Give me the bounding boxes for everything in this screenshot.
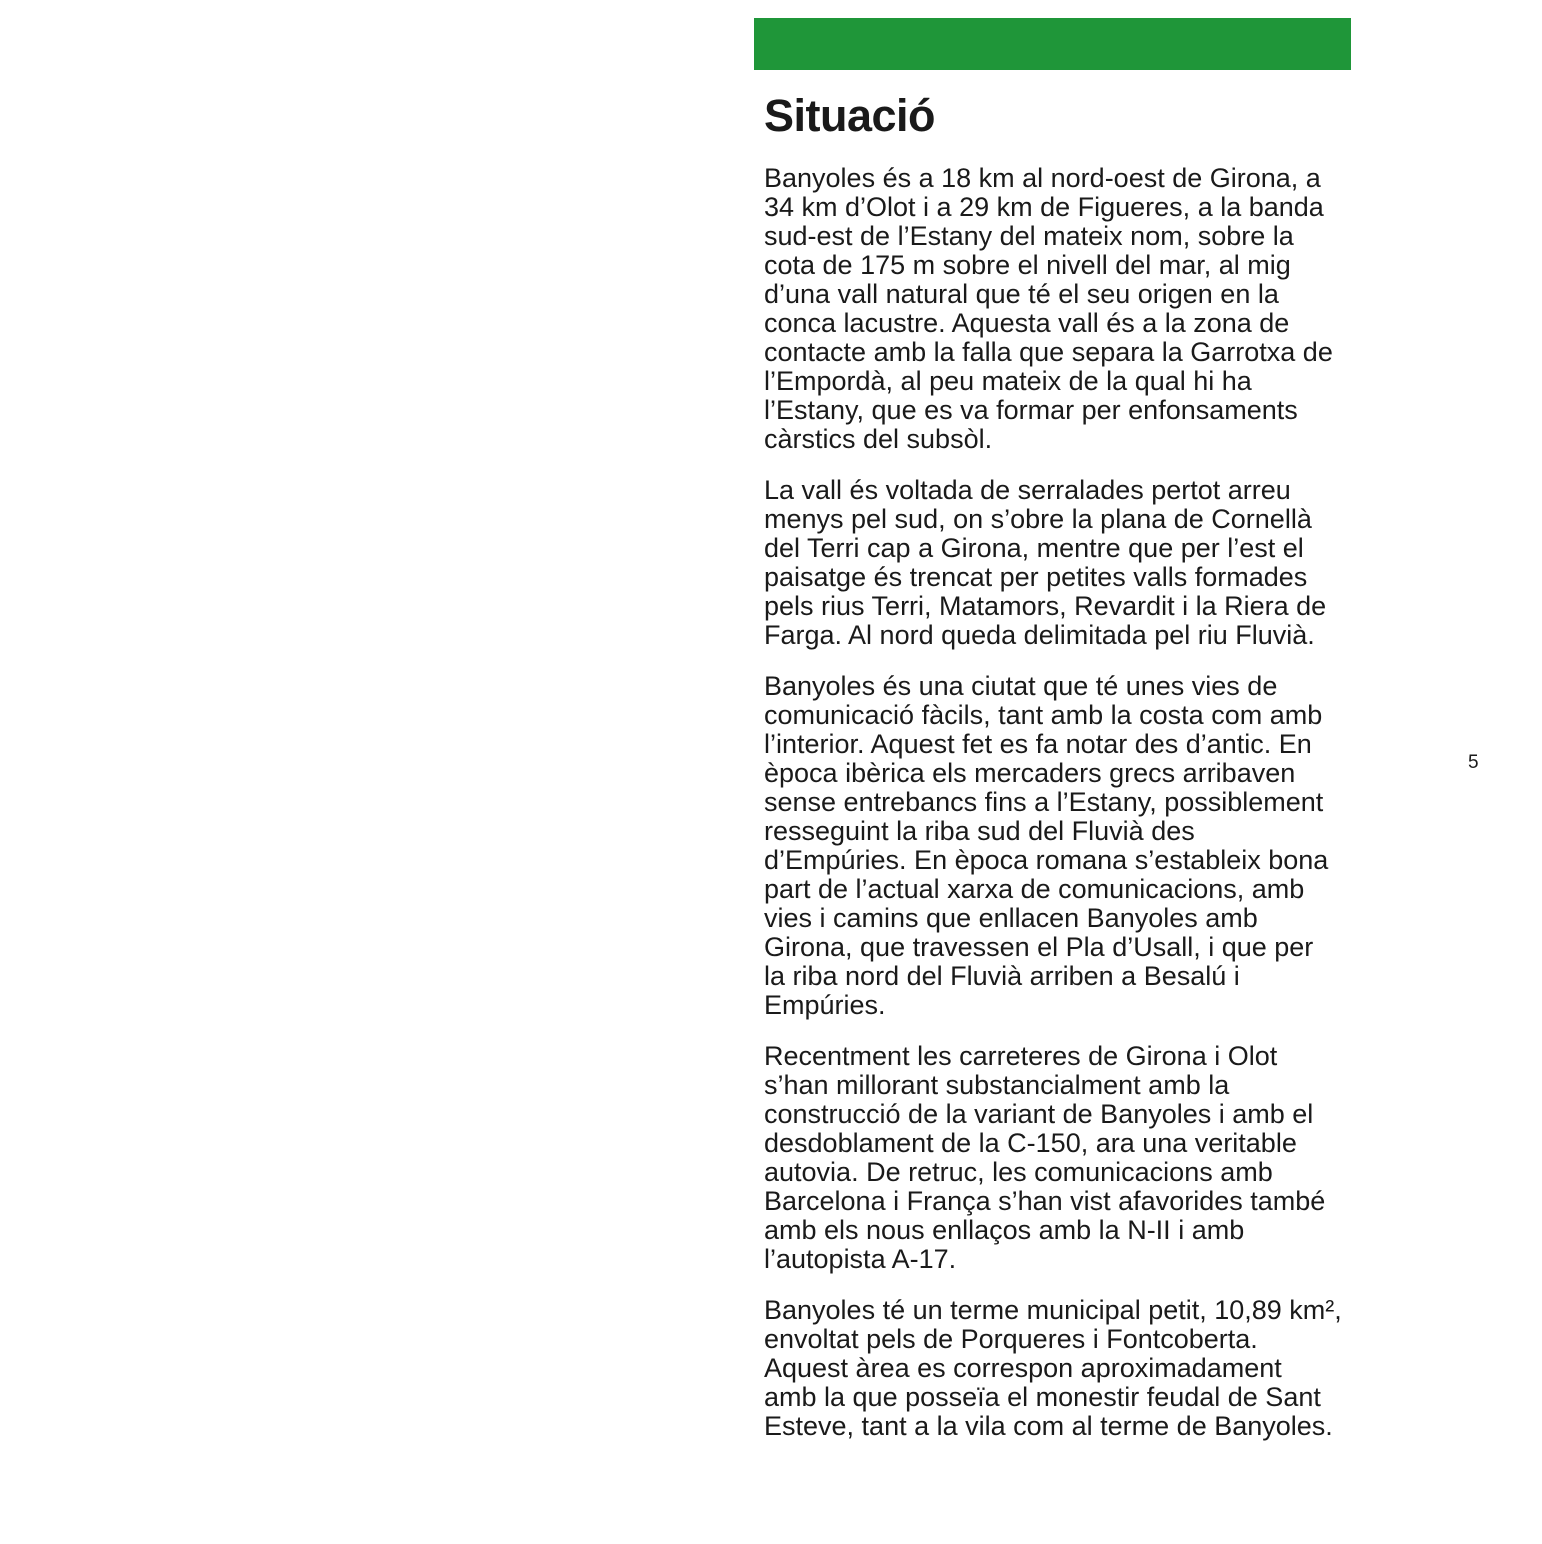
text-line: pels rius Terri, Matamors, Revardit i la Riera de [764,591,1327,621]
text-line: Banyoles és a 18 km al nord-oest de Girona, a [764,163,1321,193]
text-line: 34 km d’Olot i a 29 km de Figueres, a la banda [764,192,1324,222]
text-line: envoltat pels de Porqueres i Fontcoberta. [764,1324,1258,1354]
text-line: Recentment les carreteres de Girona i Olot [764,1041,1278,1071]
paragraph-municipality [764,1296,1364,1441]
text-line: sense entrebancs fins a l’Estany, possiblement [764,787,1324,817]
text-line: la riba nord del Fluvià arriben a Besalú i [764,961,1240,991]
text-line: del Terri cap a Girona, mentre que per l’est el [764,533,1304,563]
text-line: l’Estany, que es va formar per enfonsaments [764,395,1298,425]
text-line: Aquest àrea es correspon aproximadament [764,1353,1282,1383]
text-line: menys pel sud, on s’obre la plana de Cornellà [764,504,1312,534]
text-line: sud-est de l’Estany del mateix nom, sobre la [764,221,1294,251]
text-line: època ibèrica els mercaders grecs arribaven [764,758,1296,788]
text-line: resseguint la riba sud del Fluvià des [764,816,1195,846]
header-accent-bar [754,18,1351,70]
text-line: contacte amb la falla que separa la Garrotxa de [764,337,1333,367]
page-number: 5 [1468,752,1479,773]
text-line: part de l’actual xarxa de comunicacions, amb [764,874,1305,904]
text-line: cota de 175 m sobre el nivell del mar, al mig [764,250,1291,280]
text-line: l’Empordà, al peu mateix de la qual hi ha [764,366,1252,396]
text-line: d’Empúries. En època romana s’estableix bona [764,845,1329,875]
text-line: desdoblament de la C-150, ara una veritable [764,1128,1297,1158]
text-line: amb els nous enllaços amb la N-II i amb [764,1215,1245,1245]
text-line: paisatge és trencat per petites valls formades [764,562,1308,592]
text-line: d’una vall natural que té el seu origen en la [764,279,1279,309]
paragraph-location [764,164,1364,454]
text-line: Farga. Al nord queda delimitada pel riu Fluvià. [764,620,1315,650]
text-line: s’han millorant substancialment amb la [764,1070,1230,1100]
text-line: La vall és voltada de serralades pertot arreu [764,475,1291,505]
text-line: Girona, que travessen el Pla d’Usall, i que per [764,932,1314,962]
text-line: l’autopista A-17. [764,1244,957,1274]
text-line: Banyoles és una ciutat que té unes vies de [764,671,1278,701]
text-line: vies i camins que enllacen Banyoles amb [764,903,1258,933]
text-line: Esteve, tant a la vila com al terme de Banyoles. [764,1411,1333,1441]
text-line: amb la que posseïa el monestir feudal de Sant [764,1382,1321,1412]
text-line: conca lacustre. Aquesta vall és a la zona de [764,308,1290,338]
paragraph-roads [764,1042,1364,1274]
text-line: autovia. De retruc, les comunicacions amb [764,1157,1273,1187]
text-line: l’interior. Aquest fet es fa notar des d’antic. En [764,729,1312,759]
text-line: Banyoles té un terme municipal petit, 10,89 km², [764,1295,1342,1325]
body-text [764,164,1364,1463]
paragraph-valley [764,476,1364,650]
page-title: Situació [764,90,936,141]
text-line: construcció de la variant de Banyoles i amb el [764,1099,1314,1129]
text-line: Barcelona i França s’han vist afavorides també [764,1186,1326,1216]
text-line: Empúries. [764,990,886,1020]
text-line: comunicació fàcils, tant amb la costa com amb [764,700,1323,730]
text-line: càrstics del subsòl. [764,424,993,454]
paragraph-communications-history [764,672,1364,1020]
